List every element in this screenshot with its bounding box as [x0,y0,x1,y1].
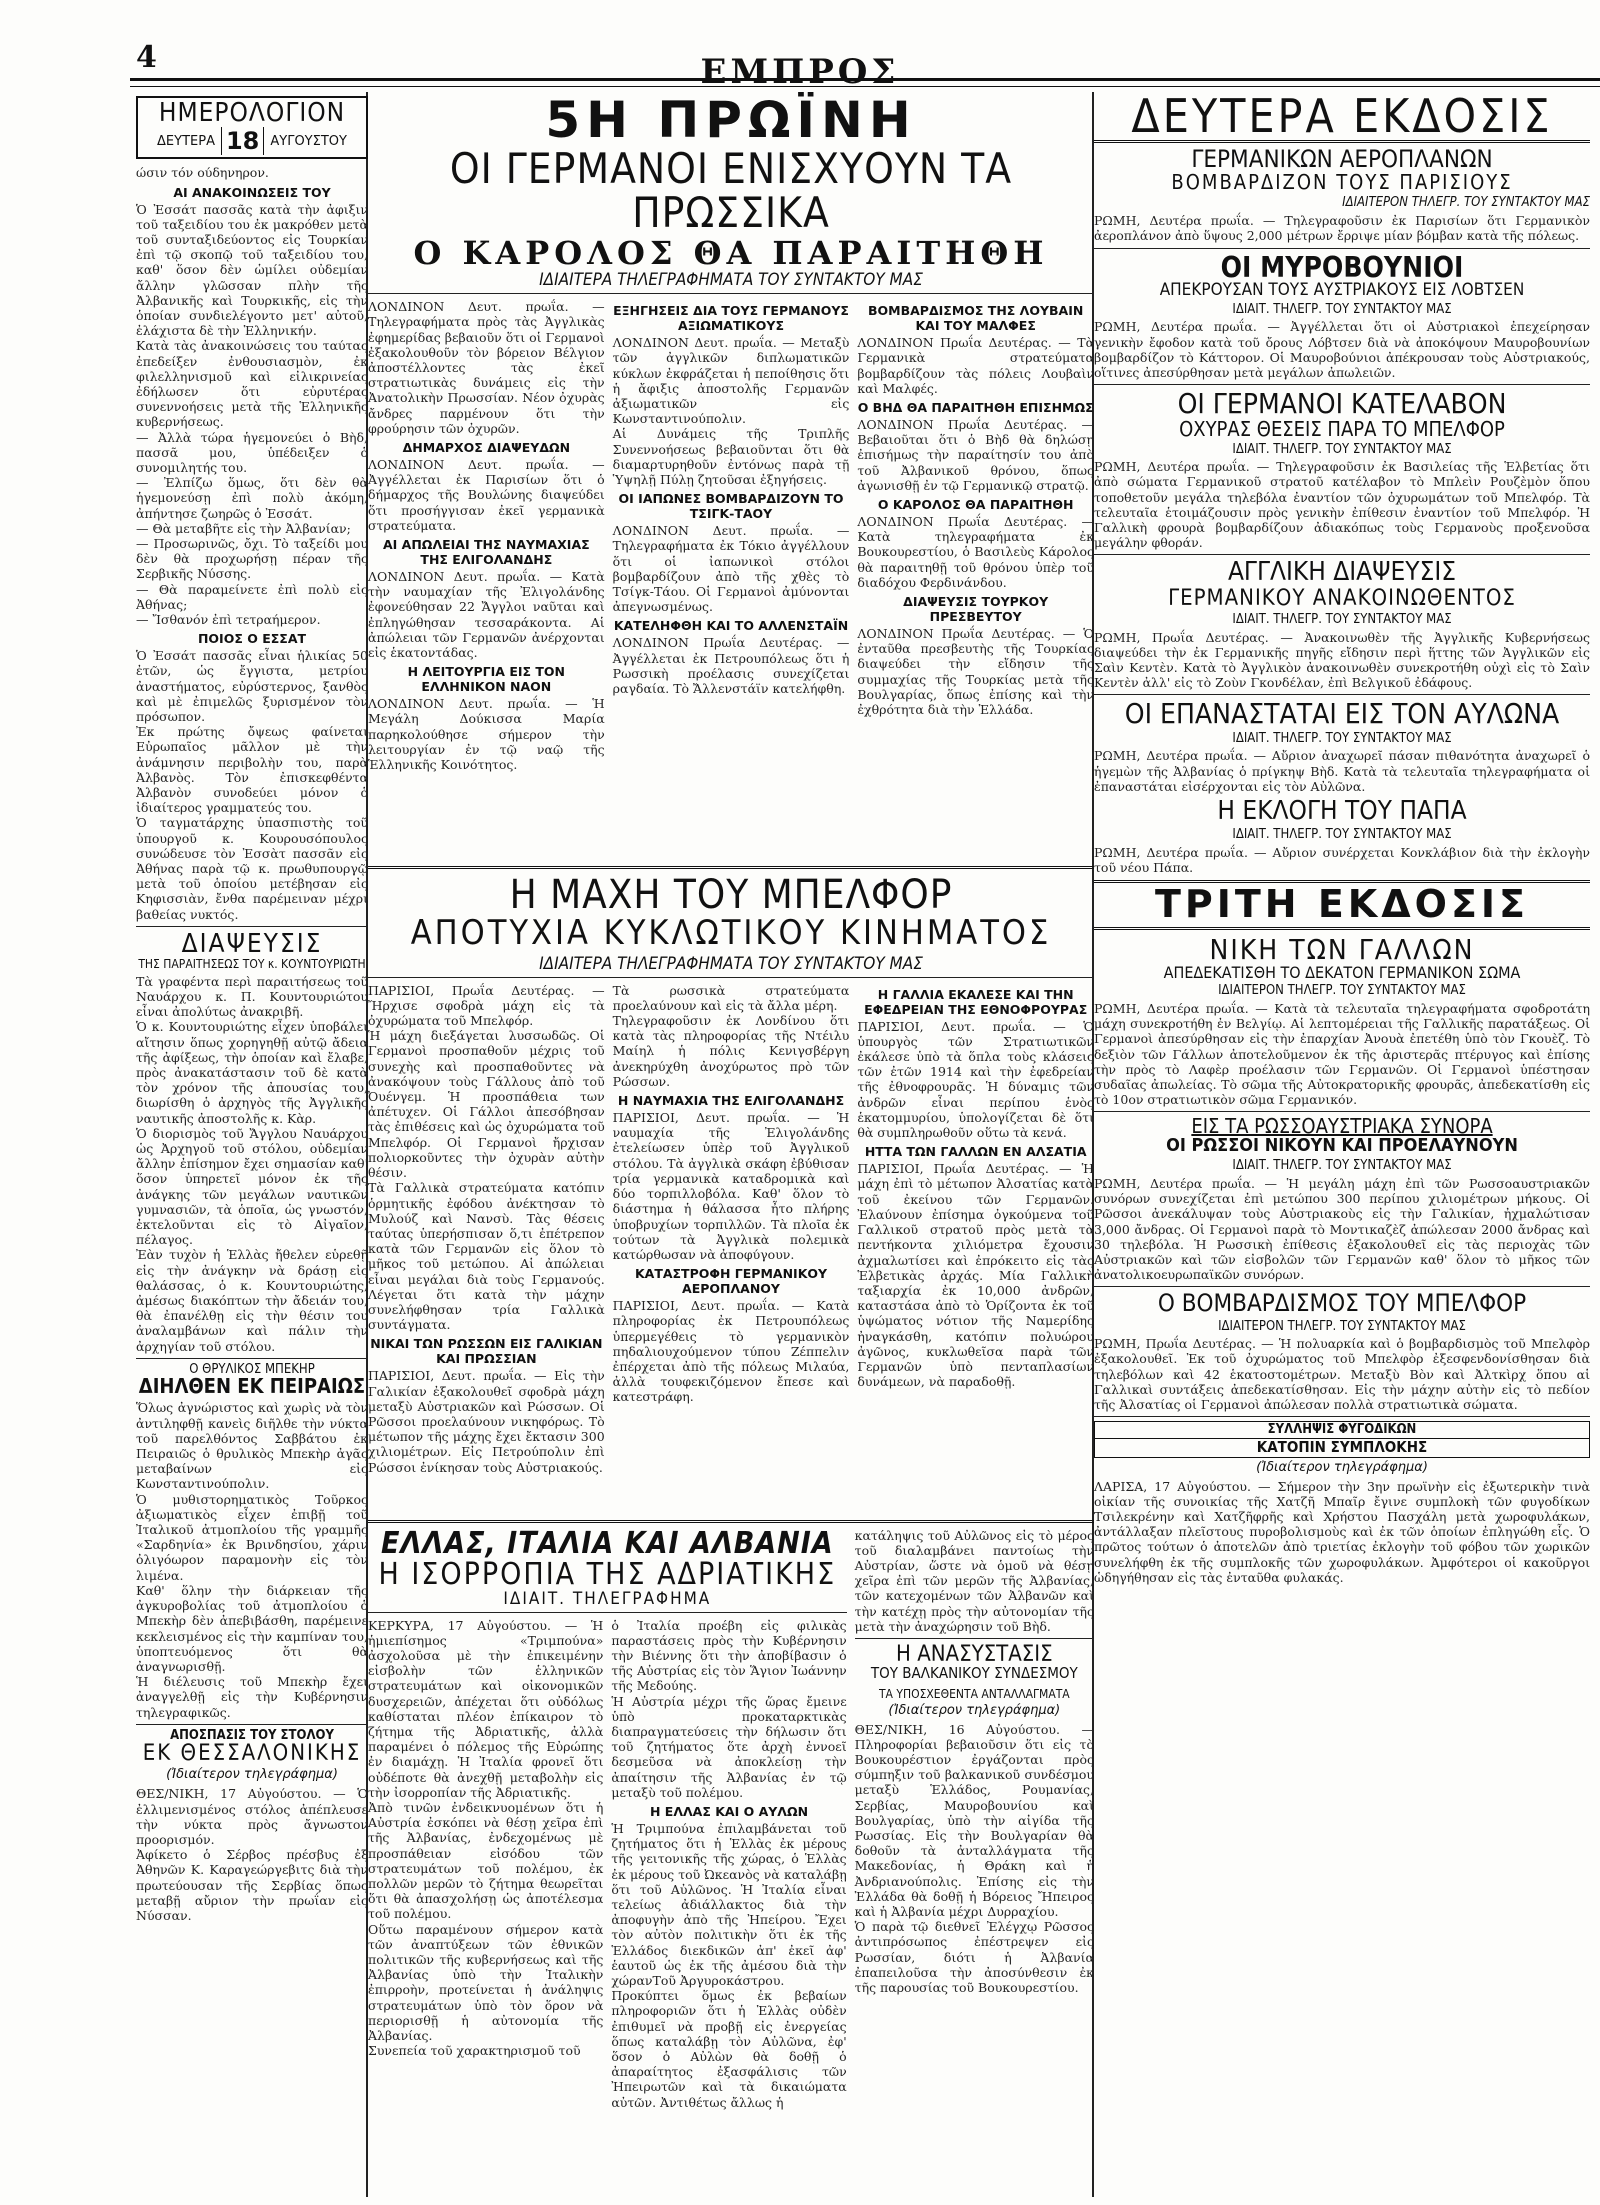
subheading: ΑΙ ΑΠΩΛΕΙΑΙ ΤΗΣ ΝΑΥΜΑΧΙΑΣ ΤΗΣ ΕΛΙΓΟΛΑΝΔΗΣ [383,536,590,567]
paragraph: ΘΕΣ/ΝΙΚΗ, 17 Αὐγούστου. — Ὁ ἐλλιμενισμένος στόλος ἀπέπλευσε τὴν νύκτα πρὸς ἄγνωστον προορισμόν. [136,1786,368,1848]
almanac-date-number: 18 [221,127,264,155]
subheading: ΟΙ ΙΑΠΩΝΕΣ ΒΟΜΒΑΡΔΙΖΟΥΝ ΤΟ ΤΣΙΓΚ-ΤΑΟΥ [618,491,844,522]
fugitives-article [1094,1421,1590,1585]
subheadline: ΚΑΤΟΠΙΝ ΣΥΜΠΛΟΚΗΣ [1094,1439,1590,1458]
paragraph: ΛΟΝΔΙΝΟΝ Πρωΐα Δευτέρας. — Κατὰ τηλεγραφήματα ἐκ Βουκουρεστίου, ὁ Βασιλεὺς Κάρολος θὰ παραιτηθῇ τοῦ θρόνου ὑπὲρ τοῦ διαδόχου Φερδινάνδου. [857,513,1094,590]
dispatch-note: (Ἰδιαίτερον τηλεγράφημα) [888,1702,1061,1718]
paragraph: ΡΩΜΗ, Δευτέρα πρωΐα. — Τηλεγραφοῦσιν ἐκ Βασιλείας τῆς Ἑλβετίας ὅτι ἀπὸ σώματα Γερμανικοῦ στρατοῦ κατέλαβον τὸ Μπλεὶν Ρουζὲμὸν ὅπου τοποθετοῦν μεγάλα τηλεβόλα ἐναντίον τῶν ὀχυρωμάτων τοῦ Μπελφόρ. Τὰ τελευταῖα ἑτοιμάζουσιν πρὸς γενικὴν ἐπίθεσιν ἐναντίον τοῦ Μπελφόρ. Ἡ Γαλλικὴ φρουρὰ βομβαρδίζουν ἀδιακόπως τοὺς Γερμανοὺς προξενοῦσα μεγάλην φθοράν. [1094,459,1590,551]
paragraph: Ὁ Ἐσσάτ πασσᾶς κατὰ τὴν ἀφιξιν τοῦ ταξειδίου του ἐκ μακρόθεν μετὰ τοῦ συνταξιδεύοντος εἰς Τουρκίαν ἐπὶ τῷ σκοπῷ τοῦ ταξειδίου του, καθ' ὅσον δὲν ὡμίλει οὐδεμίαν ἄλλην γλῶσσαν πλὴν τῆς Ἀλβανικῆς καὶ Τουρκικῆς, εἰς τὴν ὁποίαν συνδιελέγοντο μετ' αὐτοῦ, ἐλάχιστα δὲ τὴν Ἑλληνικήν. [136,201,368,339]
dispatch-column [368,1618,603,2110]
subheadline: ΓΕΡΜΑΝΙΚΟΥ ΑΝΑΚΟΙΝΩΘΕΝΤΟΣ [1168,585,1516,611]
byline: ΙΔΙΑΙΤ. ΤΗΛΕΓΡ. ΤΟΥ ΣΥΝΤΑΚΤΟΥ ΜΑΣ [1232,827,1452,843]
divider [1094,1286,1590,1287]
subheadline: ΑΠΕΔΕΚΑΤΙΣΘΗ ΤΟ ΔΕΚΑΤΟΝ ΓΕΡΜΑΝΙΚΟΝ ΣΩΜΑ [1163,962,1521,982]
paragraph: ΡΩΜΗ, Δευτέρα πρωΐα. — Ἀγγέλλεται ὅτι οἱ Αὐστριακοὶ ἐπεχείρησαν γενικὴν ἔφοδον κατὰ τοῦ ὄρους Λόβτσεν διὰ νὰ ἀποκόψουν Μαυροβουνίων βομβαρδίζον τὸ Κάττορον. Οἱ Μαυροβούνιοι ἀπέκρουσαν τοὺς Αὐστριακούς, οἵτινες ἀπεσύρθησαν μετὰ μεγάλων ἀπωλειῶν. [1094,319,1590,381]
headline: ΑΠΟΣΠΑΣΙΣ ΤΟΥ ΣΤΟΛΟΥ [170,1727,334,1743]
dispatch-column [1094,1421,1590,1585]
headline: ΟΙ ΓΕΡΜΑΝΟΙ ΚΑΤΕΛΑΒΟΝ [1177,387,1507,421]
subheadline: ΔΙΗΛΘΕΝ ΕΚ ΠΕΙΡΑΙΩΣ [138,1374,366,1399]
headline: ΔΙΑΨΕΥΣΙΣ [181,928,323,959]
paragraph: ΛΟΝΔΙΝΟΝ Πρωΐα Δευτέρας. — Βεβαιοῦται ὅτι ὁ Βὴδ θὰ δηλώσῃ ἐπισήμως τὴν παραίτησίν του ἀπὸ τοῦ Ἀλβανικοῦ θρόνου, ὅπως ἀγωνισθῇ ἐν τῷ Γερμανικῷ στρατῷ. [857,416,1094,493]
main-headline: ΟΙ ΓΕΡΜΑΝΟΙ ΕΝΙΣΧΥΟΥΝ ΤΑ ΠΡΩΣΣΙΚΑ [449,143,1013,237]
divider [136,926,368,927]
paragraph: Συνεπεία τοῦ χαρακτηρισμοῦ τοῦ [368,2043,581,2059]
headline: ΕΙΣ ΤΑ ΡΩΣΣΟΑΥΣΤΡΙΑΚΑ ΣΥΝΟΡΑ [1191,1114,1493,1139]
subheading: ΑΙ ΑΝΑΚΟΙΝΩΣΕΙΣ ΤΟΥ [173,184,331,200]
main-subheadline: Ο ΚΑΡΟΛΟΣ ΘΑ ΠΑΡΑΙΤΗΘΗ [413,233,1049,272]
paragraph: Ὁ μυθιστορηματικὸς Τοῦρκος ἀξιωματικὸς εἶχεν ἐπιβῇ τοῦ Ἰταλικοῦ ἀτμοπλοίου τῆς γραμμῆς «Σαρδηνία» ἐκ Βρινδησίου, χάριν ὀλιγόωρον παραμονὴν εἰς τὸν λιμένα. [136,1491,368,1583]
dispatch-note: (Ἰδιαίτερον τηλεγράφημα) [1256,1459,1428,1475]
divider [368,1520,1094,1523]
paragraph: ΛΟΝΔΙΝΟΝ Δευτ. πρωΐα. — Τηλεγραφήματα πρὸς τὰς Ἀγγλικὰς ἐφημερίδας βεβαιοῦν ὅτι οἱ Γερμανοὶ ἐξακολουθοῦν τὸν βόρειον Βέλγιον ἀποστέλλοντες τὰς ἐκεῖ στρατιωτικὰς δυνάμεις εἰς τὴν Ἀνατολικὴν Πρωσσίαν. Νέον ὀχυρὰς ἄνδρες παρμένουν ὅτι τὴν φρούρησιν τῶν ὀχυρῶν. [368,299,605,436]
subheading: ΚΑΤΕΛΗΦΘΗ ΚΑΙ ΤΟ ΑΛΛΕΝΣΤΑΪΝ [613,618,849,634]
divider [1094,554,1590,555]
headline: ΓΕΡΜΑΝΙΚΩΝ ΑΕΡΟΠΛΑΝΩΝ [1191,145,1493,174]
paragraph: Τὰ γραφέντα περὶ παραιτήσεως τοῦ Ναυάρχου κ. Π. Κουντουριώτου εἶναι ἀπολύτως ἀνακριβῆ. [136,973,368,1020]
paragraph: Ὁ παρὰ τῷ διεθνεῖ Ἐλέγχῳ Ρῶσσος ἀντιπρόσωπος ἐπέστρεψεν εἰς Ρωσσίαν, διότι ἡ Ἀλβανία ἐπαπειλοῦσα τὴν ἀποσύνθεσιν ἐκ τῆς παρουσίας τοῦ Βουκουρεστίου. [854,1919,1094,1995]
paragraph: Ἡ Τριμπούνα ἐπιλαμβάνεται τοῦ ζητήματος ὅτι ἡ Ἑλλὰς ἐκ μέρους τῆς γειτονικῆς τῆς χώρας, ὁ Ἑλλὰς ἐκ μέρους τοῦ Ὠκεανὸς νὰ καταλάβῃ ὅτι τοῦ Αὐλῶνος. Ἡ Ἰταλία εἶναι τελείως ἀδιάλλακτος διὰ τὴν ἀποφυγὴν ἀπὸ τῆς Ἠπείρου. Ἔχει τὸν αὐτὸν πολιτικὴν ὅτι ἐκ τῆς Ἑλλάδος διεκδικῶν ἀπ' ἐκεῖ ἀφ' ἑαυτοῦ ὡς ἐκ τῆς ἀμέσου διὰ τὴν χώρανΤοῦ Ἀργυροκάστρου. [611,1820,847,1988]
dispatch-column [613,983,850,1515]
adriatic-columns [368,1618,847,2110]
paragraph: Τὰ ρωσσικὰ στρατεύματα προελαύνουν καὶ εἰς τὰ ἄλλα μέρη. [612,982,850,1013]
divider [1094,384,1590,385]
edition-third-title: ΤΡΙΤΗ ΕΚΔΟΣΙΣ [1094,880,1590,930]
paragraph: ΛΟΝΔΙΝΟΝ Δευτ. πρωΐα. — Κατὰ τὴν ναυμαχίαν τῆς Ἐλιγολάνδης ἐφονεύθησαν 22 Ἄγγλοι ναῦται καὶ ἐπληγώθησαν τεσσαράκοντα. Αἱ ἀπώλειαι τῶν Γερμανῶν ἀνέρχονται εἰς ἑκατοντάδας. [368,568,605,660]
headline: Η ΑΝΑΣΥΣΤΑΣΙΣ [896,1642,1053,1668]
dispatch-note: (Ἰδιαίτερον τηλεγράφημα) [166,1767,338,1783]
divider [368,866,1094,869]
subheadline: ΕΚ ΘΕΣΣΑΛΟΝΙΚΗΣ [142,1741,362,1767]
paragraph: Ὁ ταγματάρχης ὑπασπιστὴς τοῦ ὑπουργοῦ κ. Κουρουσόπουλος συνώδευσε τὸν Ἐσσὰτ πασσᾶν εἰς Ἀθήνας παρὰ τῷ κ. πρωθυπουργῷ μετὰ τοῦ ὁποίου μετέβησαν εἰς Κηφισσιὰν, ἔνθα παρέμειναν μέχρι βαθείας νυκτός. [136,815,368,922]
paragraph: ΛΟΝΔΙΝΟΝ Πρωΐα Δευτέρας. — Τὰ Γερμανικὰ στρατεύματα βομβαρδίζουν τὰς πόλεις Λουβαὶν καὶ Μαλφές. [857,335,1094,396]
page-number: 4 [136,40,157,75]
headline: ΣΥΛΛΗΨΙΣ ΦΥΓΟΔΙΚΩΝ [1094,1421,1590,1439]
subheadline: ΟΙ ΡΩΣΣΟΙ ΝΙΚΟΥΝ ΚΑΙ ΠΡΟΕΛΑΥΝΟΥΝ [1166,1135,1518,1157]
byline: ΙΔΙΑΙΤ. ΤΗΛΕΓΡ. ΤΟΥ ΣΥΝΤΑΚΤΟΥ ΜΑΣ [1232,301,1452,317]
headline-adriatic: Η ΙΣΟΡΡΟΠΙΑ ΤΗΣ ΑΔΡΙΑΤΙΚΗΣ [378,1557,837,1593]
headline: Ο ΘΡΥΛΙΚΟΣ ΜΠΕΚΗΡ [189,1361,315,1377]
paragraph: Οὕτω παραμένουν σήμερον κατὰ τῶν ἀναπτύξεων τῶν ἐθνικῶν πολιτικῶν τῆς κυβερνήσεως καὶ τῆς Ἀλβανίας ὑπὸ τὴν Ἰταλικὴν ἐπιρροὴν, προτείνεται ἡ ἀνάληψις στρατευμάτων ὑπὸ τὸν ὅρον νὰ περιορισθῇ ἡ αὐτονομία τῆς Ἀλβανίας. [368,1921,604,2043]
byline: ΙΔΙΑΙΤΕΡΑ ΤΗΛΕΓΡΑΦΗΜΑΤΑ ΤΟΥ ΣΥΝΤΑΚΤΟΥ ΜΑΣ [368,956,1094,978]
paragraph: ΚΕΡΚΥΡΑ, 17 Αὐγούστου. — Ἡ ἡμιεπίσημος «Τριμπούνα» ἀσχολοῦσα μὲ τὴν ἐπικειμένην εἰσβολὴν τῶν ἑλληνικῶν στρατευμάτων καὶ οἰκονομικῶν δυσχερειῶν, ἀπέχεται ὅτι οὐδόλως καθίσταται πλέον ἐπίκαιρον τὸ ζήτημα τῆς Ἀδριατικῆς, ἀλλὰ παραμένει ὁ πόλεμος τῆς Εὐρώπης ἐν διαμάχῃ. Ἡ Ἰταλία φρονεῖ ὅτι οὐδέποτε θὰ ἀνεχθῇ μεταβολὴν εἰς τὴν ἰσορροπίαν τῆς Ἀδριατικῆς. [368,1617,604,1800]
edition-title: 5Η ΠΡΩΪΝΗ [545,92,917,149]
paragraph: ΡΩΜΗ, Δευτέρα πρωΐα. — Αὔριον ἀναχωρεῖ πάσαν πιθανότητα ἀναχωρεῖ ὁ ἡγεμὼν τῆς Ἀλβανίας ὁ πρίγκηψ Βὴδ. Κατὰ τὰ τελευταῖα τηλεγραφήματα οἱ ἐπαναστάται εἰσέρχονται εἰς τὸν Αὐλῶνα. [1094,748,1590,794]
adriatic-article [368,1528,847,2197]
balkan-article [855,1528,1094,2197]
paragraph: ΠΑΡΙΣΙΟΙ, Δευτ. πρωΐα. — Ἡ ναυμαχία τῆς Ἐλιγολάνδης ἐτελείωσεν ὑπὲρ τοῦ Ἀγγλικοῦ στόλου. Τὰ ἀγγλικὰ σκάφη ἐβύθισαν τρία γερμανικὰ καταδρομικὰ καὶ δύο τορπιλλοβόλα. Καθ' ὅλον τὸ διάστημα ἡ θάλασσα ἦτο πλήρης ὑποβρυχίων τορπιλλῶν. Τὰ πλοῖα ἐκ τούτων τὰ Ἀγγλικὰ πολεμικὰ κατώρθωσαν νὰ ἀποφύγουν. [612,1110,850,1262]
subheadline: ΤΗΣ ΠΑΡΑΙΤΗΣΕΩΣ ΤΟΥ κ. ΚΟΥΝΤΟΥΡΙΩΤΗ [138,957,366,972]
subheadline: ΤΑ ΥΠΟΣΧΕΘΕΝΤΑ ΑΝΤΑΛΛΑΓΜΑΤΑ [878,1686,1070,1701]
byline: ΙΔΙΑΙΤ. ΤΗΛΕΓΡ. ΤΟΥ ΣΥΝΤΑΚΤΟΥ ΜΑΣ [1232,1158,1452,1174]
dispatch-column [857,299,1094,861]
paragraph: Προκύπτει ὅμως ἐκ βεβαίων πληροφοριῶν ὅτι ἡ Ἑλλὰς οὐδὲν ἐπιθυμεῖ νὰ προβῇ εἰς ἐνεργείας ὅπως καταλάβῃ τὸν Αὐλῶνα, ἐφ' ὅσον ὁ Αὐλὼν θὰ δοθῇ ὁ ἀπαραίτητος ἐξασφάλισις τῶν Ἠπειρωτῶν καὶ τὰ δικαιώματα αὐτῶν. Ἀντιθέτως ἄλλως ἡ [611,1988,847,2110]
column-editions [1094,92,1590,2197]
paragraph: ΠΑΡΙΣΙΟΙ, Δευτ. πρωΐα. — Κατὰ πληροφορίας ἐκ Πετρουπόλεως ὑπερμεγέθεις τὸ γερμανικὸν πηδαλιουχούμενον τύπου Ζέππελιν ἐπέρχεται ἀπὸ τῆς πόλεως Μιλαύα, ἀλλὰ τουφεκιζόμενον ἔπεσε καὶ κατεστράφη. [612,1298,850,1405]
paragraph: ΛΟΝΔΙΝΟΝ Δευτ. πρωΐα. — Ἀγγέλλεται ἐκ Παρισίων ὅτι ὁ δήμαρχος τῆς Βουλώνης διαψεύδει ὅτι προσήγγισαν ἐκεῖ γερμανικὰ στρατεύματα. [368,456,605,533]
paragraph: Ὁ Ἐσσάτ πασσᾶς εἶναι ἡλικίας 50 ἐτῶν, ὡς ἔγγιστα, μετρίου ἀναστήματος, εὐρύστερνος, ξανθὸς καὶ μὲ ἐπιμελῶς ξυρισμένον τὸν πρόσωπον. [136,648,368,724]
divider [855,1638,1094,1639]
paragraph: ΛΟΝΔΙΝΟΝ Πρωΐα Δευτέρας. — Ἀγγέλλεται ἐκ Πετρουπόλεως ὅτι ἡ Ρωσσικὴ προέλασις συνεχίζεται ραγδαία. Τὸ Ἄλλενστάϊν κατελήφθη. [612,635,850,696]
paragraph: ΠΑΡΙΣΙΟΙ, Πρωΐα Δευτέρας. — Ἤρχισε σφοδρὰ μάχη εἰς τὰ ὀχυρώματα τοῦ Μπελφόρ. [368,982,605,1029]
paragraph: Ἐκ πρώτης ὄψεως φαίνεται Εὐρωπαῖος μᾶλλον μὲ τὴν ἀνάμνησιν περιβολὴν του, παρὰ Ἀλβανὸς. Τὸν ἐπισκεφθέντα Ἀλβανὸν συνοδεύει μόνον ὁ ἰδιαίτερος γραμματεύς του. [136,724,368,816]
paragraph: ΡΩΜΗ, Δευτέρα πρωΐα. — Αὔριον συνέρχεται Κονκλάβιον διὰ τὴν ἐκλογὴν τοῦ νέου Πάπα. [1094,844,1590,876]
paragraph: — Ἀλλὰ τώρα ἡγεμονεύει ὁ Βὴδ, πασσᾶ μου, ὑπέδειξεν ὁ συνομιλητής του. [136,429,368,475]
headline: Η ΕΚΛΟΓΗ ΤΟΥ ΠΑΠΑ [1217,795,1467,826]
paragraph: ΠΑΡΙΣΙΟΙ, Πρωΐα Δευτέρας. — Ἡ μάχη ἐπὶ τὸ μέτωπον Ἀλσατίας κατὰ τοῦ ἐκείνου τῶν Γερμανῶν. Ἐλαύνουν ἐπίσημα ὀγκούμενα τοῦ Γαλλικοῦ στρατοῦ πρὸς μετὰ τὰ πεντήκοντα χιλιόμετρα ἔχουσιν ἀχμαλωτίσει καὶ ἐπρόκειτο εἰς τὰς Ἑλβετικὰς ἀρχάς. Μία Γαλλικὴ ταξιαρχία ἐκ 10,000 ἀνδρῶν, καταστάσα ἀπὸ τὸ Ὁρίζοντα ἐκ τοῦ ὑψώματος νότιον τῆς Ναμερίδης ἠναγκάσθη, κατόπιν πολυώρου ἀγῶνος, κυκλωθεῖσα παρὰ τῶν Γερμανῶν ὑπὸ πενταπλασίων δυνάμεων, νὰ παραδοθῇ. [857,1161,1094,1390]
headline: ΝΙΚΗ ΤΩΝ ΓΑΛΛΩΝ [1209,933,1475,967]
dispatches-block-1 [368,299,1094,861]
paragraph: ὁ Ἰταλία προέβη εἰς φιλικὰς παραστάσεις πρὸς τὴν Κυβέρνησιν τὴν Βιέννης ὅτι τὴν ἀποβίβασιν ὁ τῆς Αὐστρίας εἰς τὸν Ἅγιον Ἰωάννην τῆς Μεδούης. [611,1617,847,1694]
divider [1094,694,1590,695]
headline: Ο ΒΟΜΒΑΡΔΙΣΜΟΣ ΤΟΥ ΜΠΕΛΦΟΡ [1157,1289,1527,1318]
byline: ΙΔΙΑΙΤΕΡΟΝ ΤΗΛΕΓΡ. ΤΟΥ ΣΥΝΤΑΚΤΟΥ ΜΑΣ [1218,1318,1466,1334]
headline: ΟΙ ΕΠΑΝΑΣΤΑΤΑΙ ΕΙΣ ΤΟΝ ΑΥΛΩΝΑ [1124,697,1560,731]
almanac-title: ΗΜΕΡΟΛΟΓΙΟΝ [158,98,346,128]
paragraph: ΛΟΝΔΙΝΟΝ Πρωΐα Δευτέρας. — Ὁ ἐνταῦθα πρεσβευτὴς τῆς Τουρκίας διαψεύδει τὴν εἴδησιν τῆς συμμαχίας τῆς Τουρκίας μετὰ τῆς Βουλγαρίας, ὅπως ἐπίσης καὶ τὴν ἐχθρότητα διὰ τὴν Ἑλλάδα. [857,625,1094,717]
adriatic-section [368,1528,1094,2197]
paragraph: ΛΟΝΔΙΝΟΝ Δευτ. πρωΐα. — Μεταξὺ τῶν ἀγγλικῶν διπλωματικῶν κύκλων ἐκφράζεται ἡ πεποίθησις ὅτι ἡ ἄφιξις ἀποστολῆς Γερμανῶν ἀξιωματικῶν εἰς Κωνσταντινούπολιν. [612,335,850,427]
paragraph: ΠΑΡΙΣΙΟΙ, Δευτ. πρωΐα. — Εἰς τὴν Γαλικίαν ἐξακολουθεῖ σφοδρὰ μάχη μεταξὺ Αὐστριακῶν καὶ Ρώσσων. Οἱ Ρῶσσοι προελαύνουν νικηφόρως. Τὸ μέτωπον τῆς μάχης ἔχει ἔκτασιν 300 χιλιομέτρων. Εἰς Πετρούπολιν ἐπὶ Ρώσσοι ἐνίκησαν τοὺς Αὐστριακούς. [368,1368,605,1475]
subheading: ΗΤΤΑ ΤΩΝ ΓΑΛΛΩΝ ΕΝ ΑΛΣΑΤΙΑ [864,1144,1087,1160]
paragraph: κατάληψις τοῦ Αὐλῶνος εἰς τὸ μέρος τοῦ διαλαμβάνει παντοίως τὴν Αὐστρίαν, ὥστε νὰ ὁμοῦ νὰ θέσῃ χεῖρα ἐπὶ τῶν μερῶν τῆς Ἀλβανίας, τῶν κατεχομένων τῶν Ἀλβανῶν καὶ τὴν κατέχῃ πρὸς τὴν αὐτονομίαν τῆς μετὰ τὴν ἀναχώρησιν τοῦ Βὴδ. [854,1527,1094,1634]
paragraph: Αἱ Δυνάμεις τῆς Τριπλῆς Συνεννοήσεως βεβαιοῦνται ὅτι θὰ διαμαρτυρηθοῦν ἐντόνως παρὰ τῇ Ὑψηλῇ Πύλῃ ζητοῦσαι ἐξηγήσεις. [612,426,850,487]
dispatch-column [611,1618,846,2110]
paragraph: Ἀπὸ τινῶν ἐνδεικνυομένων ὅτι ἡ Αὐστρία ἐσκόπει νὰ θέσῃ χεῖρα ἐπὶ τῆς Ἀλβανίας, ἐνδεχομένως μὲ προσπάθειαν εἰσόδου τῶν στρατευμάτων τοῦ πολέμου, ἐκ πολλῶν μερῶν τὸ ζήτημα θεωρεῖται ὅτι θὰ ἀπασχολήσῃ ὡς ἀποτέλεσμα τοῦ πολέμου. [368,1799,604,1922]
dispatches-block-2 [368,983,1094,1515]
subheadline: ΒΟΜΒΑΡΔΙΖΟΝ ΤΟΥΣ ΠΑΡΙΣΙΟΥΣ [1171,170,1513,195]
byline: ΙΔΙΑΙΤ. ΤΗΛΕΓΡ. ΤΟΥ ΣΥΝΤΑΚΤΟΥ ΜΑΣ [1232,730,1452,746]
paragraph: ΛΟΝΔΙΝΟΝ Δευτ. πρωΐα. — Τηλεγραφήματα ἐκ Τόκιο ἀγγέλλουν ὅτι οἱ ἰαπωνικοὶ στόλοι βομβαρδίζουν ἀπὸ τῆς χθὲς τὸ Τσίγκ-Τάου. Οἱ Γερμανοὶ ἀμύνονται ἀπεγνωσμένως. [612,523,850,615]
subheadline: ΤΟΥ ΒΑΛΚΑΝΙΚΟΥ ΣΥΝΔΕΣΜΟΥ [870,1664,1078,1683]
subheading: ΒΟΜΒΑΡΔΙΣΜΟΣ ΤΗΣ ΛΟΥΒΑΙΝ ΚΑΙ ΤΟΥ ΜΑΛΦΕΣ [868,303,1084,334]
byline: ΙΔΙΑΙΤΕΡΟΝ ΤΗΛΕΓΡ. ΤΟΥ ΣΥΝΤΑΚΤΟΥ ΜΑΣ [1218,983,1466,999]
subheadline: ΟΧΥΡΑΣ ΘΕΣΕΙΣ ΠΑΡΑ ΤΟ ΜΠΕΛΦΟΡ [1179,416,1505,441]
paragraph: Ἡ διέλευσις τοῦ Μπεκὴρ ἔχει ἀναγγελθῇ εἰς τὴν Κυβέρνησιν τηλεγραφικῶς. [136,1674,368,1720]
paragraph: Ὁ κ. Κουντουριώτης εἶχεν ὑποβάλει αἴτησιν ὅπως χορηγηθῇ αὐτῷ ἄδεια τῆς ἀφίξεως, τὴν ὁποίαν καὶ ἔλαβε, πρὸς ἀνακατάστασιν τοῦ δὲ κατὰ τὸν χρόνον τῆς ἀπουσίας του, διωρίσθη ὁ ἀρχηγὸς τῆς Ἀγγλικῆς ναυτικῆς ἀποστολῆς κ. Κὰρ. [136,1019,368,1126]
divider [1094,1416,1590,1417]
paragraph: Ἡ Αὐστρία μέχρι τῆς ὥρας ἔμεινε ὑπὸ προκαταρκτικὰς διαπραγματεύσεις τὴν δήλωσιν ὅτι τοῦ ζητήματος ὅτε ἀρχὴ ἐννοεῖ δεσμεῦσα νὰ ἀποκλείσῃ τὴν ἀπαίτησιν τῆς Ἀλβανίας ἐν τῷ μεταξὺ τοῦ πολέμου. [611,1693,847,1800]
subheading: ΔΗΜΑΡΧΟΣ ΔΙΑΨΕΥΔΩΝ [402,439,571,455]
paragraph: Τὰ Γαλλικὰ στρατεύματα κατόπιν ὁρμητικῆς ἐφόδου ἀνέκτησαν τὸ Μυλούζ καὶ Νανσὺ. Τὰς θέσεις ταύτας ὑπερήσπισαν ὅ,τι ἐπέτρεπον κατὰ τῶν Γερμανῶν εἰς ὅλον τὸ μῆκος τοῦ μετώπου. Αἱ ἀπώλειαι εἶναι μεγάλαι διὰ τοὺς Γερμανούς. Λέγεται ὅτι κατὰ τὴν μάχην συνελήφθησαν τρία Γαλλικὰ συντάγματα. [368,1180,605,1333]
paragraph: ΡΩΜΗ, Δευτέρα πρωΐα. — Τηλεγραφοῦσιν ἐκ Παρισίων ὅτι Γερμανικὸν ἀεροπλάνον ἀπὸ ὕψους 2,000 μέτρων ἔρριψε μίαν βόμβαν κατὰ τῆς πόλεως. [1094,213,1590,244]
byline: ΙΔΙΑΙΤΕΡΟΝ ΤΗΛΕΓΡ. ΤΟΥ ΣΥΝΤΑΚΤΟΥ ΜΑΣ [1342,195,1590,211]
paragraph: ΡΩΜΗ, Δευτέρα πρωΐα. — Ἡ μεγάλη μάχη ἐπὶ τῶν Ρωσσοαυστριακῶν συνόρων συνεχίζεται ἐπὶ μετώπου 300 περίπου χιλιομέτρων μήκους. Οἱ Ρῶσσοι ἀνεκάλυψαν τοὺς Αὐστριακοὺς εἰς τὴν Γαλικίαν, ἠχμαλώτισαν 3,000 ἄνδρας. Οἱ Γερμανοὶ παρὰ τὸ Μοντικαζὲζ ἀπώλεσαν 2000 ἄνδρας καὶ 30 τηλεβόλα. Ἡ Ρωσσικὴ ἐπίθεσις ἐξακολουθεῖ εἰς τὰς περιοχὰς τῶν Αὐστριακῶν καὶ τῶν εἰσβολῶν τῶν Γερμανῶν καθ' ὅλον τὸ μῆκος τῶν ἀνατολικοευρωπαϊκῶν συνόρων. [1094,1175,1590,1283]
headline: ΑΓΓΛΙΚΗ ΔΙΑΨΕΥΣΙΣ [1227,557,1457,588]
paragraph: Τηλεγραφοῦσιν ἐκ Λονδίνου ὅτι κατὰ τὰς πληροφορίας τῆς Ντέιλυ Μαίηλ ἡ πόλις Κενιγσβέργη ἀνεκηρύχθη ἀνοχύρωτος πρὸ τῶν Ρώσσων. [612,1013,850,1089]
paragraph: ώσιν τόν ούδηνηρον. [136,165,269,181]
almanac-month: ΑΥΓΟΥΣΤΟΥ [270,133,347,149]
subheading: Η ΝΑΥΜΑΧΙΑ ΤΗΣ ΕΛΙΓΟΛΑΝΔΗΣ [617,1093,845,1109]
paragraph: Κατὰ τὰς ἀνακοινώσεις του ταύτας ἐπεδείξεν ἐνθουσιασμὸν, ἐκ φιλελληνισμοῦ καὶ εἰλικρινείας ἐδήλωσεν ὅτι εὐρυτέρας συνεννοήσεις μετὰ τῆς Ἑλληνικῆς κυβερνήσεως. [136,338,368,430]
subheading: Ο ΚΑΡΟΛΟΣ ΘΑ ΠΑΡΑΙΤΗΘΗ [877,496,1074,512]
paragraph: Ἡ μάχη διεξάγεται λυσσωδῶς. Οἱ Γερμανοὶ προσπαθοῦν μέχρις τοῦ συνεχὴς καὶ προσπαθοῦντες νὰ ἀνακόψουν τοὺς Γάλλους ἀπὸ τοῦ Ὀυένγεμ. Ἡ προσπάθεια των ἀπέτυχεν. Οἱ Γάλλοι ἀπεσόβησαν τὰς ἐπιθέσεις καὶ ὡς ὀχυρώματα τοῦ Μπελφόρ. Οἱ Γερμανοὶ ἤρχισαν πολιορκοῦντες τὴν ὀχυρὰν αὐτὴν θέσιν. [368,1028,605,1181]
paragraph: Ὁ διορισμὸς τοῦ Ἄγγλου Ναυάρχου ὡς Ἀρχηγοῦ τοῦ στόλου, οὐδεμίαν ἄλλην ἐπίσημον ἔχει σημασίαν καθ' ὅσον ὑπηρετεῖ μόνον ἐκ τῆς ἀνάγκης τῶν μεγάλων ναυτικῶν γυμνασιῶν, τὰ ὁποῖα, ὡς γνωστόν, ἐκτελοῦνται εἰς τὸ Αἰγαῖον, πέλαγος. [136,1125,368,1248]
paragraph: ΛΟΝΔΙΝΟΝ Δευτ. πρωΐα. — Ἡ Μεγάλη Δούκισσα Μαρία παρηκολούθησε σήμερον τὴν λειτουργίαν ἐν τῷ ναῷ τῆς Ἑλληνικῆς Κοινότητος. [368,696,605,772]
paragraph: Καθ' ὅλην τὴν διάρκειαν τῆς ἀγκυροβολίας τοῦ ἀτμοπλοίου ὁ Μπεκὴρ δὲν ἀπεβιβάσθη, παρέμεινε κεκλεισμένος εἰς τὴν καμπίναν του, ὑποπτευόμενος ὅτι θὰ ἀναγνωρισθῇ. [136,1582,368,1674]
paragraph: — Προσωρινῶς, ὄχι. Τὸ ταξείδι μου δὲν θὰ προχωρήσῃ πέραν τῆς Σερβικῆς Νύσσης. [136,535,368,582]
dispatch-column [613,299,850,861]
subheading: ΠΟΙΟΣ Ο ΕΣΣΑΤ [197,631,307,647]
byline: ΙΔΙΑΙΤ. ΤΗΛΕΓΡΑΦΗΜΑ [368,1591,847,1613]
paragraph: Ὅλως ἀγνώριστος καὶ χωρὶς νὰ τὸν ἀντιληφθῇ κανεὶς διῆλθε τὴν νύκτα τοῦ παρελθόντος Σαββάτου ἐκ Πειραιῶς ὁ θρυλικὸς Μπεκὴρ ἀγᾶς μεταβαίνων εἰς Κωνσταντινούπολιν. [136,1400,368,1492]
paragraph: — Θὰ παραμείνετε ἐπὶ πολὺ εἰς Ἀθήνας; [136,581,368,612]
paragraph: — Ἴσθανόν ἐπὶ τετραήμερον. [136,611,321,627]
almanac-header-box [136,96,368,159]
headline-failure: ΑΠΟΤΥΧΙΑ ΚΥΚΛΩΤΙΚΟΥ ΚΙΝΗΜΑΤΟΣ [410,913,1052,954]
subheading: Η ΓΑΛΛΙΑ ΕΚΑΛΕΣΕ ΚΑΙ ΤΗΝ ΕΦΕΔΡΕΙΑΝ ΤΗΣ ΕΘΝΟΦΡΟΥΡΑΣ [864,986,1088,1017]
paragraph: — Θὰ μεταβῆτε εἰς τὴν Ἀλβανίαν; [136,520,351,536]
subheading: Ο ΒΗΔ ΘΑ ΠΑΡΑΙΤΗΘΗ ΕΠΙΣΗΜΩΣ [857,399,1094,415]
paragraph: ΠΑΡΙΣΙΟΙ, Δευτ. πρωΐα. — Ὁ ὑπουργὸς τῶν Στρατιωτικῶν ἐκάλεσε ὑπὸ τὰ ὅπλα τοὺς κλάσεις τῶν ἐτῶν 1914 καὶ τὴν ἐφεδρείαν τῆς ἐθνοφρουρᾶς. Ἡ δύναμις τῶν ἀνδρῶν εἶναι περίπου ἑνὸς ἑκατομμυρίου, ὑπολογίζεται δὲ ὅτι θὰ συμπληρωθοῦν οὕτω τὰ κενά. [857,1018,1094,1141]
masthead: ΕΜΠΡΟΣ [700,52,900,92]
paragraph: Ἐὰν τυχὸν ἡ Ἑλλὰς ἤθελεν εὑρεθῇ εἰς τὴν ἀνάγκην νὰ δράσῃ εἰς θαλάσσας, ὁ κ. Κουντουριώτης, ἀμέσως διακόπτων τὴν ἄδειάν του, θὰ ἐπανέλθῃ εἰς τὴν θέσιν του ἀναλαμβάνων καὶ πάλιν τὴν ἀρχηγίαν τοῦ στόλου. [136,1247,368,1354]
paragraph: ΡΩΜΗ, Δευτέρα πρωΐα. — Κατὰ τὰ τελευταῖα τηλεγραφήματα σφοδροτάτη μάχη συνεκροτήθη ἐν Βελγίῳ. Αἱ λεπτομέρειαι τῆς Γαλλικῆς παρατάξεως. Οἱ Γερμανοὶ ἀπεσύρθησαν εἰς τὴν ἐπαρχίαν Ἀνουὰ ἐπετέθη ὑπὸ τὸν Γκουὲζ. Τὸ δεξιὸν τῶν Γάλλων ἀποτελοῦμενον ἐκ τῆς ἀριστερᾶς πτέρυγος καὶ ἐπίσης τὴν πρὸς τὸ Λαφὲρ προέλασιν τῶν Γερμανῶν. Οἱ Γερμανοὶ ὑπέστησαν συδαῖας ἀπωλείας. Τὸ σῶμα τῆς Αὐτοκρατορικῆς φρουρᾶς, ἀπεδεκατίσθη εἰς τὸ 10ον στρατιωτικὸν σῶμα Γερμανικόν. [1094,1001,1590,1108]
subheading: ΝΙΚΑΙ ΤΩΝ ΡΩΣΣΩΝ ΕΙΣ ΓΑΛΙΚΙΑΝ ΚΑΙ ΠΡΩΣΣΙΑΝ [370,1336,603,1367]
subheading: Η ΛΕΙΤΟΥΡΓΙΑ ΕΙΣ ΤΟΝ ΕΛΛΗΝΙΚΟΝ ΝΑΟΝ [407,664,566,695]
paragraph: ΛΑΡΙΣΑ, 17 Αὐγούστου. — Σήμερον τὴν 3ην πρωϊνὴν εἰς ἐξωτερικὴν τινὰ οἰκίαν τῆς συνοικίας τῆς Χατζῆ Μπαῖρ ἔγινε συμπλοκὴ τῶν φυγοδίκων Τσιλεκρένην καὶ Χατζῆφρῆς καὶ Χρήστου Πασχάλη μετὰ χωροφυλάκων, ἀντάλλαξαν πλεῖστους πυροβολισμοὺς καὶ ἐκ τῶν ὁποίων ἐπληγώθη εἷς. Ὁ πρῶτος τούτων ὁ ἀποτελῶν ἀπὸ τριετίας ἐκλογὴν τοῦ φόβου τῶν χωρικῶν συνελήφθη ἐκ τῆς συμπλοκῆς τῶν χωροφυλάκων. Ἀμφότεροι οἱ κακοῦργοι ὡδηγήθησαν εἰς τὰς ἐνταῦθα φυλακάς. [1094,1478,1590,1585]
dispatch-column [368,299,605,861]
headline-greece-italy: ΕΛΛΑΣ, ΙΤΑΛΙΑ ΚΑΙ ΑΛΒΑΝΙΑ [380,1527,834,1561]
subheadline: ΑΠΕΚΡΟΥΣΑΝ ΤΟΥΣ ΑΥΣΤΡΙΑΚΟΥΣ ΕΙΣ ΛΟΒΤΣΕΝ [1159,279,1525,300]
headline-belfort: Η ΜΑΧΗ ΤΟΥ ΜΠΕΛΦΟΡ [509,872,953,919]
divider [1094,248,1590,249]
dispatch-column [368,983,605,1515]
divider [136,1358,368,1359]
almanac-date [138,127,366,155]
subheading: ΔΙΑΨΕΥΣΙΣ ΤΟΥΡΚΟΥ ΠΡΕΣΒΕΥΤΟΥ [903,593,1049,624]
paragraph: ΡΩΜΗ, Πρωΐα Δευτέρας. — Ἀνακοινωθὲν τῆς Ἀγγλικῆς Κυβερνήσεως διαψεύδει τὴν ἐκ Γερμανικῆς πηγῆς εἴδησιν περὶ ἥττης τῶν Ἀγγλικῶν εἰς Σαὶν Κεντὲν. Κατὰ τὸ Ἀγγλικὸν ἀνακοινωθὲν συνεκροτήθη οὐχὶ εἰς τὸ Σαὶν Κεντὲν ἀλλ' εἰς τὸ Ζοὺν Γκονδέλαν, ἐπὶ Βελγικοῦ ἐδάφους. [1094,629,1590,691]
subheading: ΚΑΤΑΣΤΡΟΦΗ ΓΕΡΜΑΝΙΚΟΥ ΑΕΡΟΠΛΑΝΟΥ [634,1266,828,1297]
byline: ΙΔΙΑΙΤ. ΤΗΛΕΓΡ. ΤΟΥ ΣΥΝΤΑΚΤΟΥ ΜΑΣ [1232,611,1452,627]
edition-second-title: ΔΕΥΤΕΡΑ ΕΚΔΟΣΙΣ [1094,92,1590,143]
column-main [368,92,1094,2197]
subheading: ΕΞΗΓΗΣΕΙΣ ΔΙΑ ΤΟΥΣ ΓΕΡΜΑΝΟΥΣ ΑΞΙΩΜΑΤΙΚΟΥΣ [613,303,849,334]
top-rule [130,78,1600,87]
column-almanac [136,92,368,2197]
almanac-day: ΔΕΥΤΕΡΑ [157,133,215,149]
divider [136,1724,368,1725]
paragraph: ΡΩΜΗ, Πρωΐα Δευτέρας. — Ἡ πολυαρκία καὶ ὁ βομβαρδισμὸς τοῦ Μπελφὸρ ἐξακολουθεῖ. Ἐκ τοῦ ὀχυρώματος τοῦ Μπελφὸρ ἐξεσφενδονίσθησαν διὰ τηλεβόλων καὶ 42 ἑκατοστομέτρων. Μεταξὺ Βὸν καὶ Ἀλτκὶρχ ὅπου αἱ Γαλλικαὶ συντάξεις ἀπεδεκατίσθησαν. Εἰς τὴν μάχην αὐτὴν εἰς τὸ πεδίον τῆς Ἀλσατίας οἱ Γερμανοὶ ἀπώλεσαν πολλὰ στρατιωτικὰ σώματα. [1094,1336,1590,1413]
paragraph: — Ἐλπίζω ὅμως, ὅτι δὲν θὰ ἡγεμονεύσῃ ἐπὶ πολὺ ἀκόμη, ἀπήντησε ζωηρῶς ὁ Ἐσσάτ. [136,475,368,521]
byline: ΙΔΙΑΙΤΕΡΑ ΤΗΛΕΓΡΑΦΗΜΑΤΑ ΤΟΥ ΣΥΝΤΑΚΤΟΥ ΜΑΣ [368,272,1094,294]
subheading: Η ΕΛΛΑΣ ΚΑΙ Ο ΑΥΛΩΝ [649,1803,809,1819]
paragraph: Ἀφίκετο ὁ Σέρβος πρέσβυς ἐξ Ἀθηνῶν Κ. Καραγεώργεβιτς διὰ τὴν πρωτεύουσαν τῆς Σερβίας ὅπως μεταβῇ αὔριον τὴν πρωΐαν εἰς Νύσσαν. [136,1847,368,1924]
byline: ΙΔΙΑΙΤ. ΤΗΛΕΓΡ. ΤΟΥ ΣΥΝΤΑΚΤΟΥ ΜΑΣ [1232,441,1452,457]
paragraph: ΘΕΣ/ΝΙΚΗ, 16 Αὐγούστου. — Πληροφορίαι βεβαιοῦσιν ὅτι εἰς τὸ Βουκουρέστιον ἐργάζονται πρὸς σύμπηξιν τοῦ βαλκανικοῦ συνδέσμου μεταξὺ Ἑλλάδος, Ρουμανίας, Σερβίας, Μαυροβουνίου καὶ Βουλγαρίας, ὑπὸ τὴν αἰγίδα τῆς Ρωσσίας. Εἰς τὴν Βουλγαρίαν θὰ δοθοῦν τὰ ἀνταλλάγματα τῆς Μακεδονίας, ἡ Θράκη καὶ ἡ Ἀνδριανούπολις. Ἐπίσης εἰς τὴν Ἑλλάδα θὰ δοθῇ ἡ Βόρειος Ἤπειρος καὶ ἡ Ἀλβανία μέχρι Δυρραχίου. [854,1721,1094,1919]
headline: ΟΙ ΜΥΡΟΒΟΥΝΙΟΙ [1220,250,1464,284]
dispatch-column [857,983,1094,1515]
divider [1094,1111,1590,1112]
